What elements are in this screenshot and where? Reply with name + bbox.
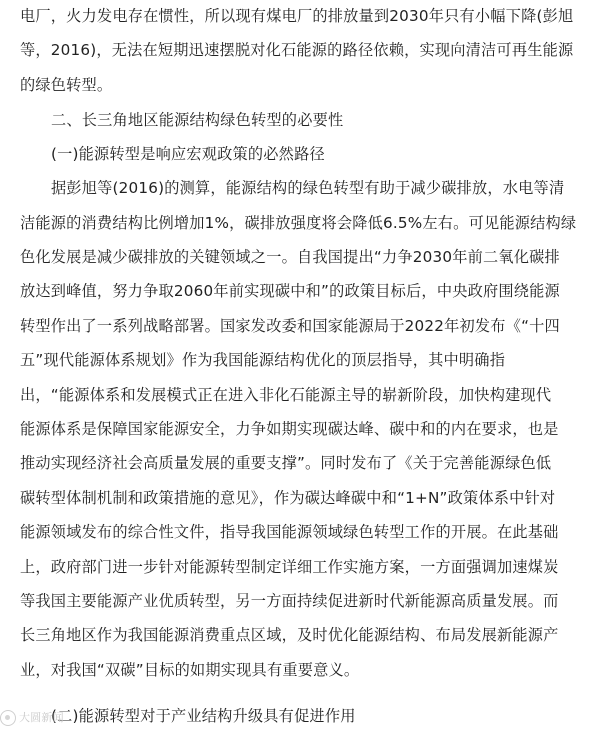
section-heading: 二、长三角地区能源结构绿色转型的必要性 bbox=[51, 111, 344, 129]
watermark-logo-icon bbox=[0, 710, 16, 726]
subsection-heading: (二)能源转型对于产业结构升级具有促进作用 bbox=[51, 707, 356, 725]
paragraph-line: 等，2016)，无法在短期迅速摆脱对化石能源的路径依赖，实现向清洁可再生能源 bbox=[20, 41, 574, 59]
paragraph-line: 电厂，火力发电存在惯性，所以现有煤电厂的排放量到2030年只有小幅下降(彭旭 bbox=[20, 7, 574, 25]
paragraph-line: 上，政府部门进一步针对能源转型制定详细工作实施方案，一方面强调加速煤炭 bbox=[20, 558, 559, 576]
paragraph-line: 据彭旭等(2016)的测算，能源结构的绿色转型有助于减少碳排放，水电等清 bbox=[51, 179, 565, 197]
paragraph-line: 长三角地区作为我国能源消费重点区域，及时优化能源结构、布局发展新能源产 bbox=[20, 626, 559, 644]
paragraph-line: 碳转型体制机制和政策措施的意见》，作为碳达峰碳中和“1+N”政策体系中针对 bbox=[20, 489, 556, 507]
paragraph-line: 洁能源的消费结构比例增加1%，碳排放强度将会降低6.5%左右。可见能源结构绿 bbox=[20, 214, 577, 232]
paragraph-line: 业，对我国“双碳”目标的如期实现具有重要意义。 bbox=[20, 661, 360, 679]
paragraph-line: 能源体系是保障国家能源安全，力争如期实现碳达峰、碳中和的内在要求，也是 bbox=[20, 420, 559, 438]
paragraph-line: 放达到峰值，努力争取2060年前实现碳中和”的政策目标后，中央政府围绕能源 bbox=[20, 282, 560, 300]
paragraph-line: 出，“能源体系和发展模式正在进入非化石能源主导的崭新阶段，加快构建现代 bbox=[20, 386, 552, 404]
subsection-heading: (一)能源转型是响应宏观政策的必然路径 bbox=[51, 145, 325, 163]
paragraph-line: 转型作出了一系列战略部署。国家发改委和国家能源局于2022年初发布《“十四 bbox=[20, 317, 560, 335]
watermark-text: 大圆新闻 bbox=[19, 711, 64, 724]
paragraph-line: 能源领域发布的综合性文件，指导我国能源领域绿色转型工作的开展。在此基础 bbox=[20, 523, 559, 541]
paragraph-line: 色化发展是减少碳排放的关键领域之一。自我国提出“力争2030年前二氧化碳排 bbox=[20, 248, 560, 266]
watermark bbox=[0, 708, 64, 728]
paragraph-line: 等我国主要能源产业优质转型，另一方面持续促进新时代新能源高质量发展。而 bbox=[20, 592, 559, 610]
paragraph-line: 推动实现经济社会高质量发展的重要支撑”。同时发布了《关于完善能源绿色低 bbox=[20, 454, 552, 472]
paragraph-line: 五”现代能源体系规划》作为我国能源结构优化的顶层指导，其中明确指 bbox=[20, 351, 506, 369]
paragraph-line: 的绿色转型。 bbox=[20, 76, 113, 94]
